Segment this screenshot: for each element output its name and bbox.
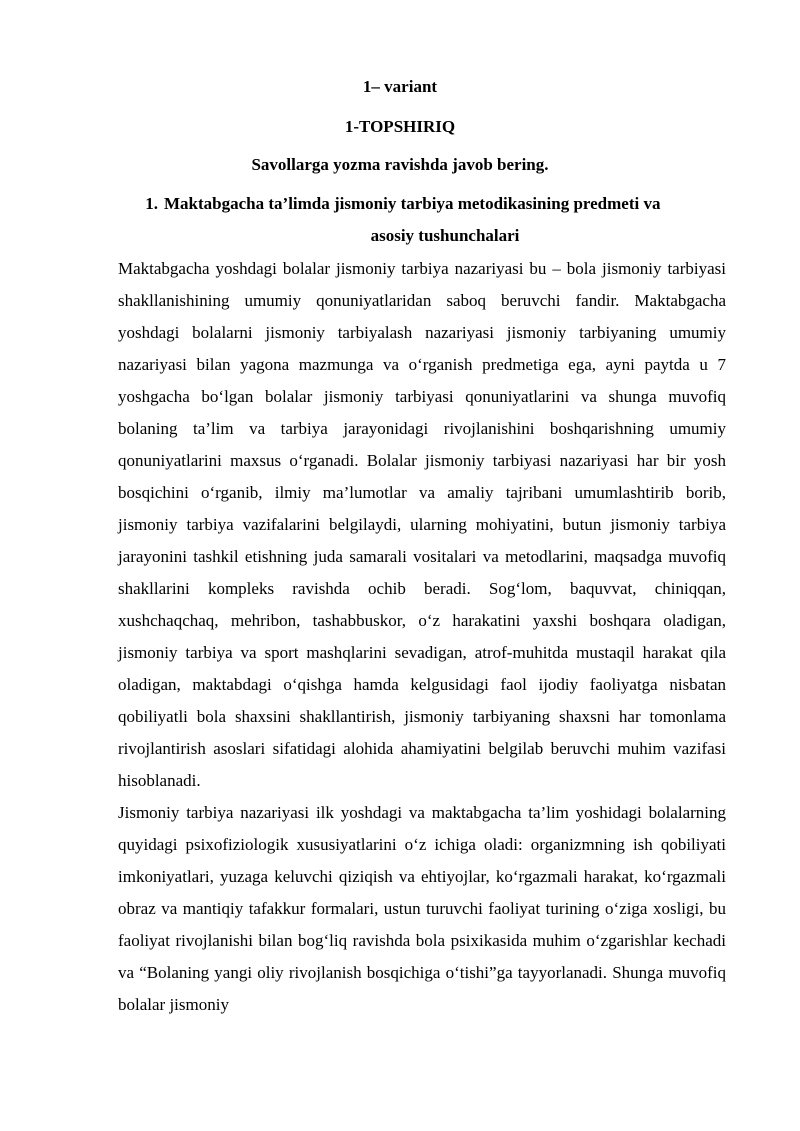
instruction-text: Savollarga yozma ravishda javob bering. bbox=[251, 155, 549, 174]
question-heading bbox=[118, 188, 726, 252]
question-title-line1: Maktabgacha ta’limda jismoniy tarbiya metodikasining predmeti va bbox=[164, 194, 661, 213]
body-paragraph-2: Jismoniy tarbiya nazariyasi ilk yoshdagi va maktabgacha ta’lim yoshidagi bolalarning quyidagi psixofiziologik xususiyatlarini o‘z ichiga oladi: organizmning ish qobiliyati imkoniyatlari, yuzaga keluvchi qiziqish va ehtiyojlar, ko‘rgazmali harakat, ko‘rgazmali obraz va mantiqiy tafakkur formalari, ustun turuvchi faoliyat turining o‘ziga xosligi, bu faoliyat rivojlanishi bilan bog‘liq ravishda bola psixikasida muhim o‘zgarishlar kechadi va “Bolaning yangi oliy rivojlanish bosqichiga o‘tishi”ga tayyorlanadi. Shunga muvofiq bolalar jismoniy bbox=[118, 803, 726, 1014]
question-title-line2: asosiy tushunchalari bbox=[370, 226, 520, 245]
question-number: 1. bbox=[145, 194, 158, 213]
task-title: 1-TOPSHIRIQ bbox=[344, 117, 456, 136]
body-paragraph-1: Maktabgacha yoshdagi bolalar jismoniy tarbiya nazariyasi bu – bola jismoniy tarbiyasi shakllanishining umumiy qonuniyatlaridan saboq beruvchi fandir. Maktabgacha yoshdagi bolalarni jismoniy tarbiyalash nazariyasi jismoniy tarbiyaning umumiy nazariyasi bilan yagona mazmunga va o‘rganish predmetiga ega, ayni paytda u 7 yoshgacha bo‘lgan bolalar jismoniy tarbiyasi qonuniyatlarini va shunga muvofiq bolaning ta’lim va tarbiya jarayonidagi rivojlanishini boshqarishning umumiy qonuniyatlarini maxsus o‘rganadi. Bolalar jismoniy tarbiyasi nazariyasi har bir yosh bosqichini o‘rganib, ilmiy ma’lumotlar va amaliy tajribani umumlashtirib borib, jismoniy tarbiya vazifalarini belgilaydi, ularning mohiyatini, butun jismoniy tarbiya jarayonini tashkil etishning juda samarali vositalari va metodlarini, maqsadga muvofiq shakllarini kompleks ravishda ochib beradi. Sog‘lom, baquvvat, chiniqqan, xushchaqchaq, mehribon, tashabbuskor, o‘z harakatini yaxshi boshqara oladigan, jismoniy tarbiya va sport mashqlarini sevadigan, atrof-muhitda mustaqil harakat qila oladigan, maktabdagi o‘qishga hamda kelgusidagi faol ijodiy faoliyatga nisbatan qobiliyatli bola shaxsini shakllantirish, jismoniy tarbiyaning shaxsni har tomonlama rivojlantirish asoslari sifatidagi alohida ahamiyatini belgilab beruvchi muhim vazifasi hisoblanadi. bbox=[118, 259, 726, 790]
variant-label: 1– variant bbox=[362, 77, 438, 96]
